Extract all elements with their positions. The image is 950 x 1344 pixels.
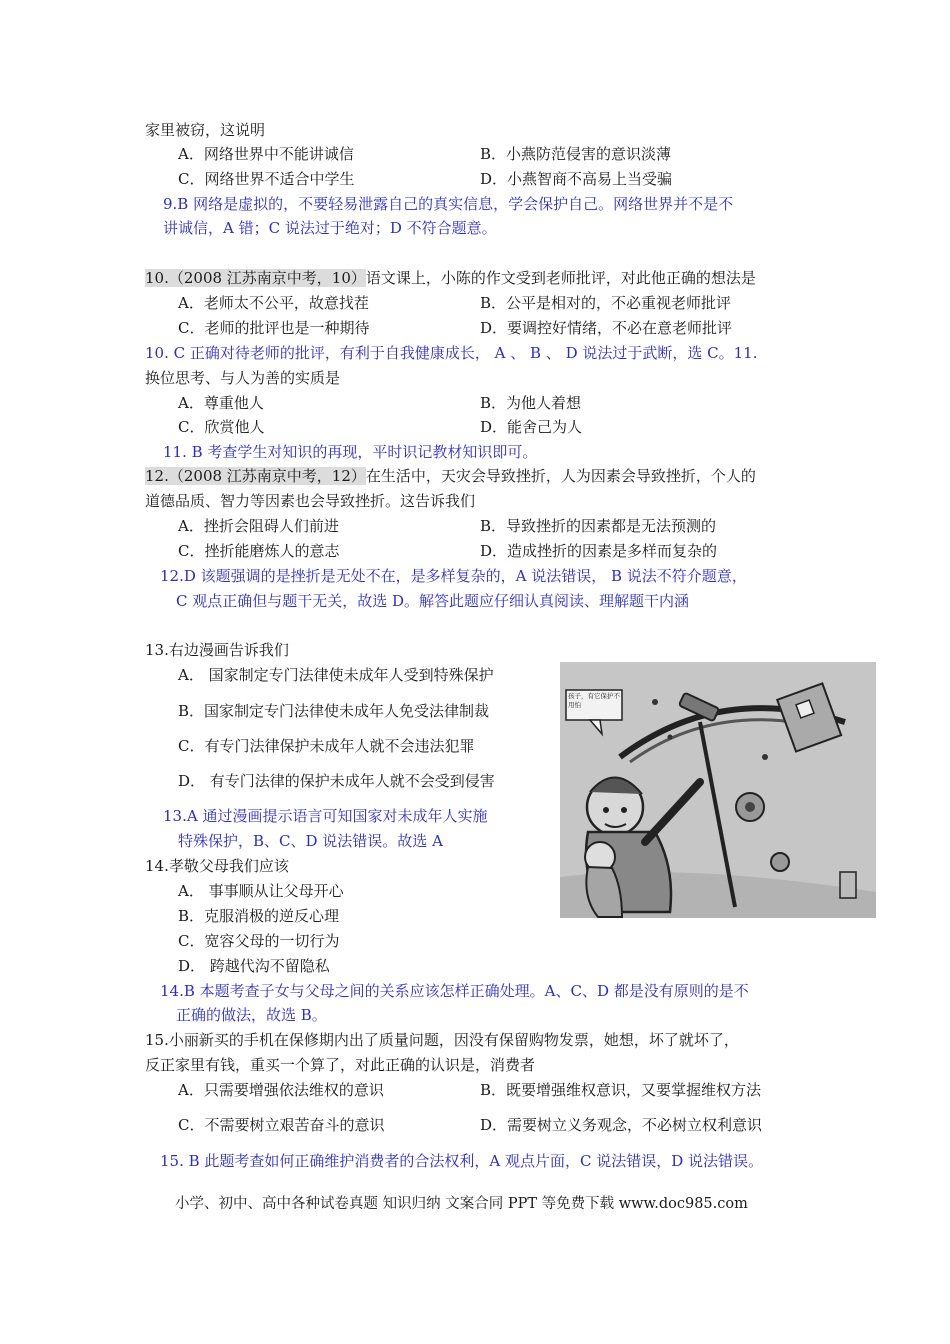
q13-stem: 13.右边漫画告诉我们 xyxy=(145,641,289,659)
q14-answer-line2: 正确的做法，故选 B。 xyxy=(176,1006,327,1024)
q14-answer-line1: 14.B 本题考查子女与父母之间的关系应该怎样正确处理。A、C、D 都是没有原则的是不 xyxy=(160,982,749,1000)
q9-answer-line1: 9.B 网络是虚拟的，不要轻易泄露自己的真实信息，学会保护自己。网络世界并不是不 xyxy=(163,195,734,213)
q12-option-c: C．挫折能磨炼人的意志 xyxy=(178,542,340,560)
q15-stem-line1: 15.小丽新买的手机在保修期内出了质量问题，因没有保留购物发票，她想，坏了就坏了， xyxy=(145,1031,739,1049)
q10-option-a: A．老师太不公平，故意找茬 xyxy=(178,294,369,312)
q9-answer-line2: 讲诚信，A 错；C 说法过于绝对；D 不符合题意。 xyxy=(163,219,497,237)
q11-option-a: A．尊重他人 xyxy=(178,394,264,412)
page-footer: 小学、初中、高中各种试卷真题 知识归纳 文案合同 PPT 等免费下载 www.doc985.com xyxy=(175,1196,748,1212)
q15-option-d: D．需要树立义务观念，不必树立权利意识 xyxy=(480,1116,763,1134)
q10-source: 10.（2008 江苏南京中考，10） xyxy=(145,269,366,287)
q11-option-d: D．能舍己为人 xyxy=(480,418,583,436)
q15-option-c: C．不需要树立艰苦奋斗的意识 xyxy=(178,1116,385,1134)
cartoon-image xyxy=(560,662,876,918)
q14-option-c: C．宽容父母的一切行为 xyxy=(178,932,340,950)
q11-option-c: C．欣赏他人 xyxy=(178,418,265,436)
q15-stem-line2: 反正家里有钱，重买一个算了，对此正确的认识是，消费者 xyxy=(145,1056,536,1074)
q12-stem-line2: 道德品质、智力等因素也会导致挫折。这告诉我们 xyxy=(145,492,476,510)
q13-option-c: C．有专门法律保护未成年人就不会违法犯罪 xyxy=(178,737,475,755)
q10-stem-text: 语文课上，小陈的作文受到老师批评，对此他正确的想法是 xyxy=(365,269,756,287)
q10-option-b: B．公平是相对的，不必重视老师批评 xyxy=(480,294,732,312)
q14-option-b: B．克服消极的逆反心理 xyxy=(178,907,340,925)
q13-option-a: A． 国家制定专门法律使未成年人受到特殊保护 xyxy=(178,666,494,684)
q9-option-d: D．小燕智商不高易上当受骗 xyxy=(480,170,673,188)
q12-stem-text: 在生活中，天灾会导致挫折，人为因素会导致挫折，个人的 xyxy=(365,467,756,485)
q13-answer-line2: 特殊保护，B、C、D 说法错误。故选 A xyxy=(178,832,443,850)
q15-option-b: B．既要增强维权意识，又要掌握维权方法 xyxy=(480,1081,762,1099)
q14-option-a: A． 事事顺从让父母开心 xyxy=(178,882,344,900)
q9-option-b: B．小燕防范侵害的意识淡薄 xyxy=(480,145,672,163)
q11-answer: 11. B 考查学生对知识的再现，平时识记教材知识即可。 xyxy=(163,443,538,461)
q9-option-c: C．网络世界不适合中学生 xyxy=(178,170,355,188)
q13-option-d: D． 有专门法律的保护未成年人就不会受到侵害 xyxy=(178,772,495,790)
q12-option-a: A．挫折会阻碍人们前进 xyxy=(178,517,339,535)
q14-stem: 14.孝敬父母我们应该 xyxy=(145,857,289,875)
q10-option-d: D．要调控好情绪，不必在意老师批评 xyxy=(480,319,733,337)
q11-number: 11. xyxy=(733,344,758,362)
q9-option-a: A．网络世界中不能讲诚信 xyxy=(178,145,354,163)
q15-option-a: A．只需要增强依法维权的意识 xyxy=(178,1081,384,1099)
q11-stem: 换位思考、与人为善的实质是 xyxy=(145,369,341,387)
q10-answer: 10. C 正确对待老师的批评，有利于自我健康成长， A 、 B 、 D 说法过于武断，选 C。 xyxy=(145,344,734,362)
q12-stem-line1 xyxy=(145,466,756,486)
q15-answer: 15. B 此题考查如何正确维护消费者的合法权利，A 观点片面，C 说法错误，D 说法错误。 xyxy=(160,1152,764,1170)
cartoon-speech-bubble: 孩子，有它保护不用怕 xyxy=(568,692,620,709)
q12-source: 12.（2008 江苏南京中考，12） xyxy=(145,467,366,485)
q11-option-b: B．为他人着想 xyxy=(480,394,582,412)
q12-option-d: D．造成挫折的因素是多样而复杂的 xyxy=(480,542,718,560)
q10-stem xyxy=(145,268,756,288)
q10-option-c: C．老师的批评也是一种期待 xyxy=(178,319,370,337)
q14-option-d: D． 跨越代沟不留隐私 xyxy=(178,957,330,975)
q10-answer-line xyxy=(145,343,757,363)
q13-answer-line1: 13.A 通过漫画提示语言可知国家对未成年人实施 xyxy=(163,807,488,825)
q12-answer-line2: C 观点正确但与题干无关，故选 D。解答此题应仔细认真阅读、理解题干内涵 xyxy=(176,592,690,610)
q12-option-b: B．导致挫折的因素都是无法预测的 xyxy=(480,517,717,535)
q12-answer-line1: 12.D 该题强调的是挫折是无处不在，是多样复杂的，A 说法错误， B 说法不符介题意， xyxy=(160,567,747,585)
q9-stem: 家里被窃，这说明 xyxy=(145,121,266,139)
q13-option-b: B．国家制定专门法律使未成年人免受法律制裁 xyxy=(178,702,490,720)
